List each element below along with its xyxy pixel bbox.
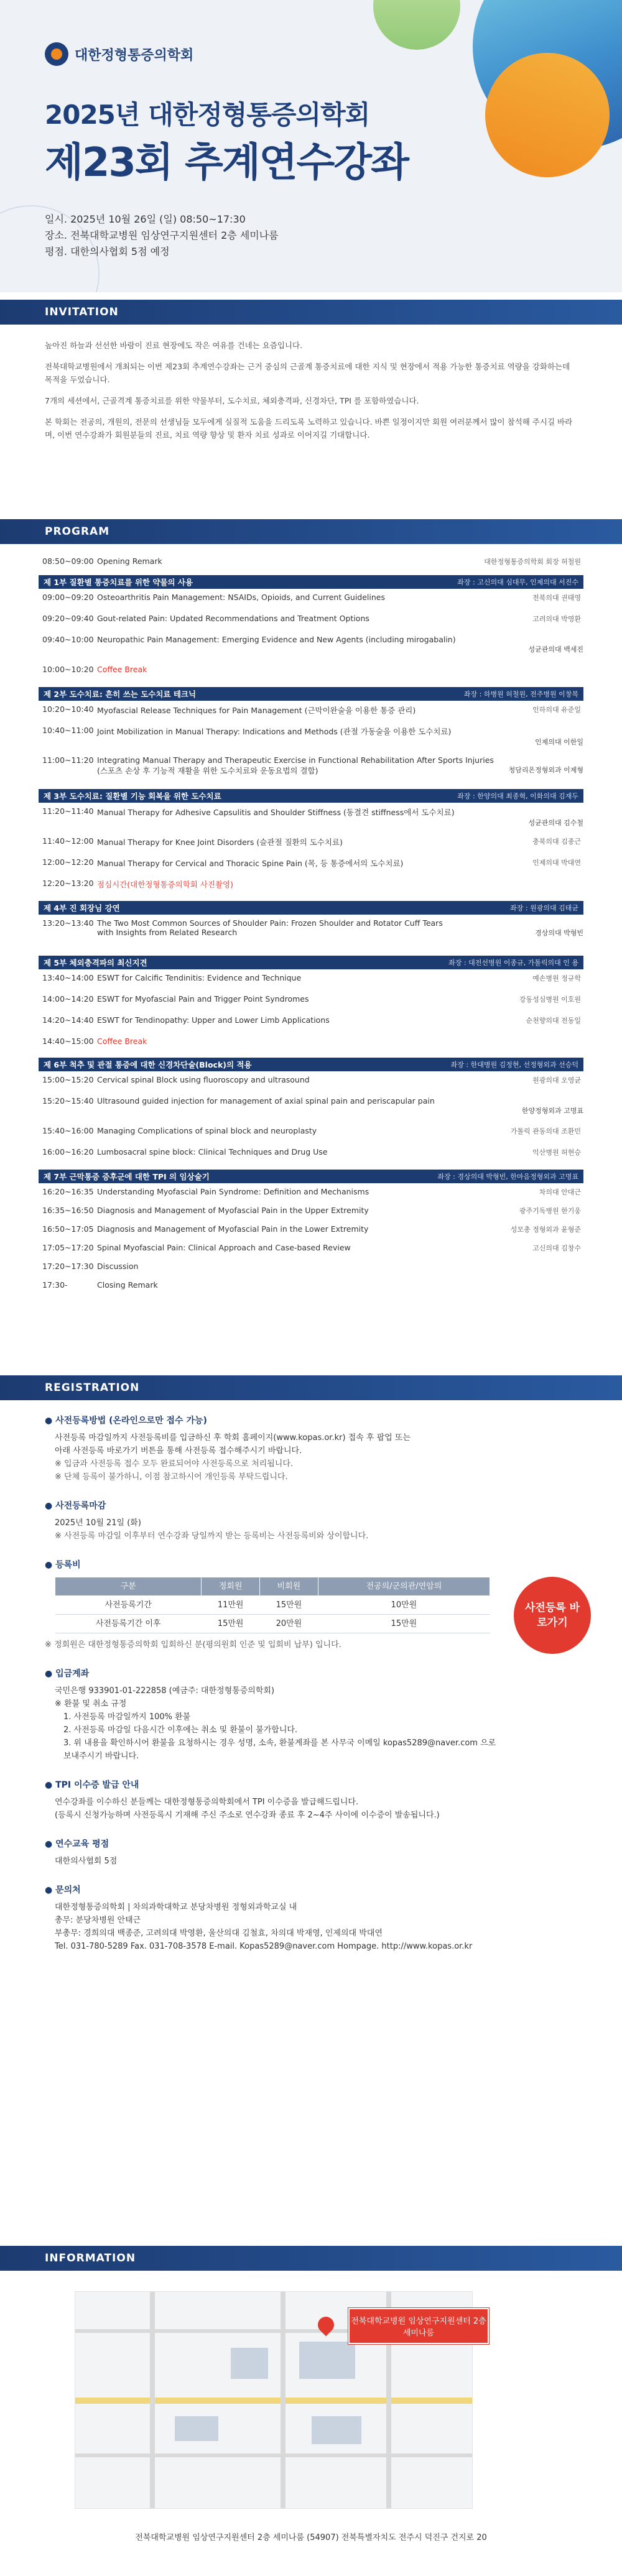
credit-block [45,1838,577,1868]
speaker: 가톨릭 관동의대 조환민 [510,1127,581,1135]
invitation-body [45,339,577,450]
credit-text: 대한의사협회 5점 [55,1857,118,1866]
refund-rule-2: 2. 사전등록 마감일 다음시간 이후에는 취소 및 환불이 불가합니다. [63,1725,298,1735]
fee-header: 정회원 [202,1577,260,1596]
talk-title: Lumbosacral spine block: Clinical Techniques and Drug Use [97,1147,328,1156]
fee-cell: 사전등록기간 이후 [55,1615,202,1633]
speaker: 고신의대 김창수 [532,1244,581,1252]
session-6-header [39,1058,583,1071]
talk-title: Understanding Myofascial Pain Syndrome: Definition and Mechanisms [97,1187,369,1196]
speaker: 강동성심병원 이호원 [519,995,581,1004]
time: 16:50~17:05 [42,1224,94,1234]
time: 13:40~14:00 [42,973,94,982]
fee-cell: 15만원 [260,1596,318,1615]
time: 15:00~15:20 [42,1075,94,1084]
talk-title [97,755,583,776]
session-chair: 좌장 : 한양의대 최종혁, 이화의대 김재두 [457,792,578,800]
time: 17:30- [42,1280,68,1290]
speaker: 청담리온정형외과 이제형 [508,766,583,774]
decor-circle-green [373,0,460,50]
session-4-header [39,901,583,915]
map-building [175,2416,218,2441]
refund-rule-3b: 보내주시기 바랍니다. [63,1752,139,1761]
invite-p1: 높아진 하늘과 선선한 바람이 진료 현장에도 작은 여유를 건네는 요즘입니다. [45,341,303,350]
bank-account: 국민은행 933901-01-222858 (예금주: 대한정형통증의학회) [55,1686,275,1696]
time: 17:20~17:30 [42,1262,94,1271]
fee-table [55,1577,490,1633]
time: 14:00~14:20 [42,994,94,1004]
talk-title-text: Integrating Manual Therapy and Therapeutic Exercise in Functional Rehabilitation After Sports Injuries [97,755,494,765]
talk-title: Discussion [97,1262,139,1271]
account-block [45,1668,577,1763]
speaker: 인하의대 유준일 [532,706,581,714]
time: 10:20~10:40 [42,704,94,714]
program-row-lunch [39,879,583,897]
registration-title: REGISTRATION [45,1382,140,1394]
time: 16:20~16:35 [42,1187,94,1196]
refund-title: ※ 환불 및 취소 규정 [55,1699,127,1709]
program-row [39,1262,583,1280]
speaker: 성균관의대 백세진 [528,645,583,653]
talk-title [97,1096,583,1115]
session-chair: 좌장 : 고신의대 심대무, 인제의대 서진수 [457,578,578,586]
map-road [281,2292,285,2509]
time: 09:40~10:00 [42,635,94,644]
program-row [39,806,583,836]
venue-address: 전북대학교병원 임상연구지원센터 2층 세미나룸 (54907) 전북특별자치도 전주시 덕진구 건지로 20 [135,2533,487,2542]
program-row [39,556,583,571]
map-building [312,2416,361,2444]
program-row [39,1126,583,1147]
fee-cell: 20만원 [260,1615,318,1633]
fee-note: ※ 정회원은 대한정형통증의학회 입회하신 분(평의원회 인준 및 입회비 납부) 입니다. [45,1640,341,1650]
talk-title: Myofascial Release Techniques for Pain Management (근막이완술을 이용한 통증 관리) [97,706,416,715]
talk-title: Manual Therapy for Knee Joint Disorders (슬관절 질환의 도수치료) [97,838,343,847]
session-title: 제 3부 도수치료: 질환별 기능 회복을 위한 도수치료 [44,792,221,801]
talk-title: Diagnosis and Management of Myofascial Pain in the Upper Extremity [97,1206,369,1215]
tpi-title: ● TPI 이수증 발급 안내 [45,1779,577,1792]
time: 11:20~11:40 [42,806,94,816]
event-info [45,211,279,260]
tpi-text-1: 연수강좌를 이수하신 분들께는 대한정형통증의학회에서 TPI 이수증을 발급해드립니다. [55,1798,359,1807]
session-3-header [39,789,583,803]
pre-text-1: 사전등록 마감일까지 사전등록비를 입금하신 후 학회 홈페이지(www.kopas.or.kr) 접속 후 팝업 또는 [55,1433,411,1443]
map-building [231,2348,268,2379]
logo-text: 대한정형통증의학회 [75,47,194,63]
talk-title: Osteoarthritis Pain Management: NSAIDs, Opioids, and Current Guidelines [97,593,386,602]
fee-header-row [55,1577,490,1596]
invitation-title: INVITATION [45,306,119,318]
program-row [39,614,583,635]
session-7-header [39,1170,583,1183]
deadline-title: ● 사전등록마감 [45,1500,577,1513]
speaker: 경상의대 박형빈 [535,929,583,937]
time: 13:20~13:40 [42,918,94,928]
pre-registration-title: ● 사전등록방법 (온라인으로만 접수 가능) [45,1415,577,1428]
talk-title-text: The Two Most Common Sources of Shoulder Pain: Frozen Shoulder and Rotator Cuff Tears [97,918,443,928]
time: 15:20~15:40 [42,1096,94,1106]
information-title: INFORMATION [45,2252,136,2264]
talk-title: Gout-related Pain: Updated Recommendations and Treatment Options [97,614,369,623]
event-date: 일시. 2025년 10월 26일 (일) 08:50~17:30 [45,213,246,225]
event-place: 장소. 전북대학교병원 임상연구지원센터 2층 세미나룸 [45,229,279,241]
event-credit: 평점. 대한의사협회 5점 예정 [45,246,170,257]
information-header [0,2246,622,2271]
talk-title-text: Neuropathic Pain Management: Emerging Evidence and New Agents (including mirogabalin) [97,635,456,644]
talk-title: Diagnosis and Management of Myofascial Pain in the Lower Extremity [97,1224,369,1234]
logo-mark-icon [45,42,68,66]
tpi-text-2: (등록시 신청가능하며 사전등록시 기재해 주신 주소로 연수강좌 종료 후 2~4주 사이에 이수증이 발송됩니다.) [55,1811,440,1820]
program-row [39,726,583,755]
program-row [39,1206,583,1224]
program-row [39,918,583,952]
fee-row [55,1596,490,1615]
program-row-break [39,1036,583,1054]
talk-subtitle: (스포츠 손상 후 기능적 재활을 위한 도수치료와 운동요법의 결합) [97,766,318,775]
fee-block [45,1559,577,1651]
contact-line-1: 대한정형통증의학회 | 차의과학대학교 분당차병원 정형외과학교실 내 [55,1903,297,1912]
time: 14:20~14:40 [42,1015,94,1025]
program-row [39,1075,583,1096]
talk-title: ESWT for Myofascial Pain and Trigger Point Syndromes [97,994,309,1004]
speaker: 원광의대 오영균 [532,1076,581,1084]
program-row-break [39,665,583,683]
time: 10:40~11:00 [42,726,94,735]
hero-banner [0,0,622,292]
fee-cell: 15만원 [318,1615,490,1633]
talk-title: Manual Therapy for Cervical and Thoracic Spine Pain (목, 등 통증에서의 도수치료) [97,859,404,868]
account-title: ● 입금계좌 [45,1668,577,1681]
pre-registration-block [45,1415,577,1484]
contact-title: ● 문의처 [45,1884,577,1897]
fee-header: 구분 [55,1577,202,1596]
session-chair: 좌장 : 원광의대 김태균 [510,904,578,912]
fee-cell: 11만원 [202,1596,260,1615]
speaker: 순천향의대 전동일 [526,1017,581,1025]
refund-rule-3: 3. 위 내용을 확인하시어 환불을 요청하시는 경우 성명, 소속, 환불계좌를 본 사무국 이메일 kopas5289@naver.com 으로 [63,1738,496,1748]
pre-note-1: ※ 입금과 사전등록 접수 모두 완료되어야 사전등록으로 처리됩니다. [55,1459,294,1469]
talk-title-text: Manual Therapy for Adhesive Capsulitis and Shoulder Stiffness (동결견 stiffness에서 도수치료) [97,808,455,817]
program-row [39,1147,583,1166]
session-chair: 좌장 : 한대병원 김정현, 선정형외과 선승덕 [450,1061,578,1069]
speaker: 익산병원 허현승 [532,1148,581,1156]
time: 09:00~09:20 [42,593,94,602]
program-title: PROGRAM [45,525,110,538]
talk-title: Cervical spinal Block using fluoroscopy and ultrasound [97,1075,310,1084]
time: 15:40~16:00 [42,1126,94,1135]
talk-title-text: Ultrasound guided injection for management of axial spinal pain and periscapular pain [97,1096,435,1106]
speaker: 예손병원 정규학 [532,974,581,982]
deadline-note: ※ 사전등록 마감일 이후부터 연수강좌 당일까지 받는 등록비는 사전등록비와 상이합니다. [55,1531,369,1541]
map-callout: 전북대학교병원 임상연구지원센터 2층 세미나룸 [348,2308,489,2344]
program-row [39,635,583,665]
map-building [299,2342,355,2379]
program-row [39,1243,583,1262]
session-title: 제 5부 체외충격파의 최신지견 [44,958,147,967]
session-chair: 좌장 : 대전선병원 이종규, 가톨릭의대 인 용 [448,959,578,967]
program-row [39,1015,583,1036]
fee-cell: 사전등록기간 [55,1596,202,1615]
talk-title: Spinal Myofascial Pain: Clinical Approach and Case-based Review [97,1243,351,1252]
decor-circle-orange [485,53,610,177]
talk-title [97,726,583,747]
speaker: 성모총 정형외과 윤형준 [510,1226,581,1234]
talk-title [97,635,583,654]
fee-cell: 10만원 [318,1596,490,1615]
pre-text-2: 아래 사전등록 바로가기 버튼을 통해 사전등록 접수해주시기 바랍니다. [55,1446,302,1456]
time: 11:40~12:00 [42,836,94,846]
speaker: 전북의대 권태영 [532,594,581,602]
program-header [0,519,622,544]
time: 09:20~09:40 [42,614,94,623]
session-title: 제 7부 근막통증 증후군에 대한 TPI 의 임상술기 [44,1172,210,1181]
invite-p3: 7개의 세션에서, 근골격계 통증치료를 위한 약물부터, 도수치료, 체외충격파, 신경차단, TPI 를 포함하였습니다. [45,396,419,405]
speaker: 충북의대 김종근 [532,838,581,846]
session-title: 제 1부 질환별 통증치료를 위한 약물의 사용 [44,578,193,587]
title-line1: 2025년 대한정형통증의학회 [45,99,370,130]
fee-cell: 15만원 [202,1615,260,1633]
registration-header [0,1375,622,1400]
fee-title: ● 등록비 [45,1559,577,1572]
deadline-block [45,1500,577,1543]
title-line2: 제23회 추계연수강좌 [45,140,408,186]
talk-title: Closing Remark [97,1280,158,1290]
talk-title: Coffee Break [97,665,147,674]
program-row [39,1280,583,1299]
talk-subtitle: with Insights from Related Research [97,928,238,937]
contact-block [45,1884,577,1953]
talk-title: Coffee Break [97,1036,147,1046]
session-1-header [39,575,583,589]
fee-header: 비회원 [260,1577,318,1596]
session-title: 제 2부 도수치료: 흔히 쓰는 도수치료 테크닉 [44,690,197,699]
map-road [75,2398,473,2404]
time: 12:00~12:20 [42,857,94,867]
speaker: 차의대 안대근 [539,1188,581,1196]
contact-line-2: 총무: 분당차병원 안태근 [55,1916,141,1925]
fee-header: 전공의/군의관/연암의 [318,1577,490,1596]
talk-title: ESWT for Tendinopathy: Upper and Lower Limb Applications [97,1015,330,1025]
map-road [150,2292,155,2509]
deadline-date: 2025년 10월 21일 (화) [55,1518,141,1528]
speaker: 인제의대 이한일 [535,738,583,746]
session-chair: 좌장 : 경상의대 박형빈, 한마음정형외과 고명표 [437,1173,578,1181]
time: 16:35~16:50 [42,1206,94,1215]
talk-title [97,806,583,828]
time: 12:20~13:20 [42,879,94,888]
invitation-header [0,300,622,325]
program-row [39,1096,583,1126]
time: 16:00~16:20 [42,1147,94,1156]
pre-registration-button[interactable]: 사전등록 바로가기 [514,1577,591,1654]
speaker: 한양정형외과 고명표 [521,1107,583,1115]
program-row [39,973,583,994]
contact-line-4: Tel. 031-780-5289 Fax. 031-708-3578 E-mail. Kopas5289@naver.com Hompage. http://www.kopas.or.kr [55,1942,473,1951]
invite-p4: 본 학회는 전공의, 개원의, 전문의 선생님들 모두에게 실질적 도움을 드리도록 노력하고 있습니다. 바쁜 일정이지만 회원 여러분께서 많이 참석해 주시길 바라며, 이번 연수강좌가 회원분들의 진료, 치료 역량 향상 및 환자 치료 성과로 이어지길 기대합니다. [45,417,573,440]
talk-title: Managing Complications of spinal block and neuroplasty [97,1126,317,1135]
refund-rule-1: 1. 사전등록 마감일까지 100% 환불 [63,1712,191,1722]
time: 08:50~09:00 [42,556,94,566]
talk-title: ESWT for Calcific Tendinitis: Evidence and Technique [97,973,302,982]
session-title: 제 6부 척추 및 관절 통증에 대한 신경차단술(Block)의 적용 [44,1060,252,1069]
invite-p2: 전북대학교병원에서 개최되는 이번 제23회 추계연수강좌는 근거 중심의 근골계 통증치료에 대한 지식 및 현장에서 적용 가능한 통증치료 역량을 강화하는데 목적을 두었습니다. [45,362,570,384]
speaker: 광주기독병원 한기웅 [519,1207,581,1215]
session-title: 제 4부 진 회장님 강연 [44,903,120,913]
pre-note-2: ※ 단체 등록이 불가하니, 이점 참고하시어 개인등록 부탁드립니다. [55,1472,288,1482]
program-row [39,994,583,1015]
talk-title-text: Joint Mobilization in Manual Therapy: Indications and Methods (관절 가동술을 이용한 도수치료) [97,727,452,736]
program-row [39,857,583,879]
program-row [39,755,583,785]
map-road [75,2454,473,2457]
tpi-block [45,1779,577,1822]
program-table [39,556,583,1299]
time: 10:00~10:20 [42,665,94,674]
time: 11:00~11:20 [42,755,94,765]
talk-title: Opening Remark [97,556,162,566]
speaker: 대한정형통증의학회 회장 허철원 [484,558,581,566]
contact-line-3: 부총무: 경희의대 백종준, 고려의대 박영환, 울산의대 김철효, 차의대 박재영, 인제의대 박대연 [55,1929,383,1938]
society-logo [45,42,193,66]
session-5-header [39,956,583,969]
program-row [39,836,583,857]
time: 14:40~15:00 [42,1036,94,1046]
speaker: 성균관의대 김수철 [528,819,583,827]
talk-title: 점심시간(대한정형통증의학회 사진촬영) [97,880,234,889]
credit-title: ● 연수교육 평점 [45,1838,577,1851]
session-chair: 좌장 : 하병원 허철원, 전주병원 이창복 [463,690,578,698]
registration-body [45,1415,577,1969]
program-row [39,704,583,726]
speaker: 고려의대 박영환 [532,615,581,623]
program-row [39,1187,583,1206]
talk-title [97,918,583,938]
program-row [39,593,583,614]
time: 17:05~17:20 [42,1243,94,1252]
program-row [39,1224,583,1243]
fee-row [55,1615,490,1633]
speaker: 인제의대 박대연 [532,859,581,867]
session-2-header [39,687,583,701]
